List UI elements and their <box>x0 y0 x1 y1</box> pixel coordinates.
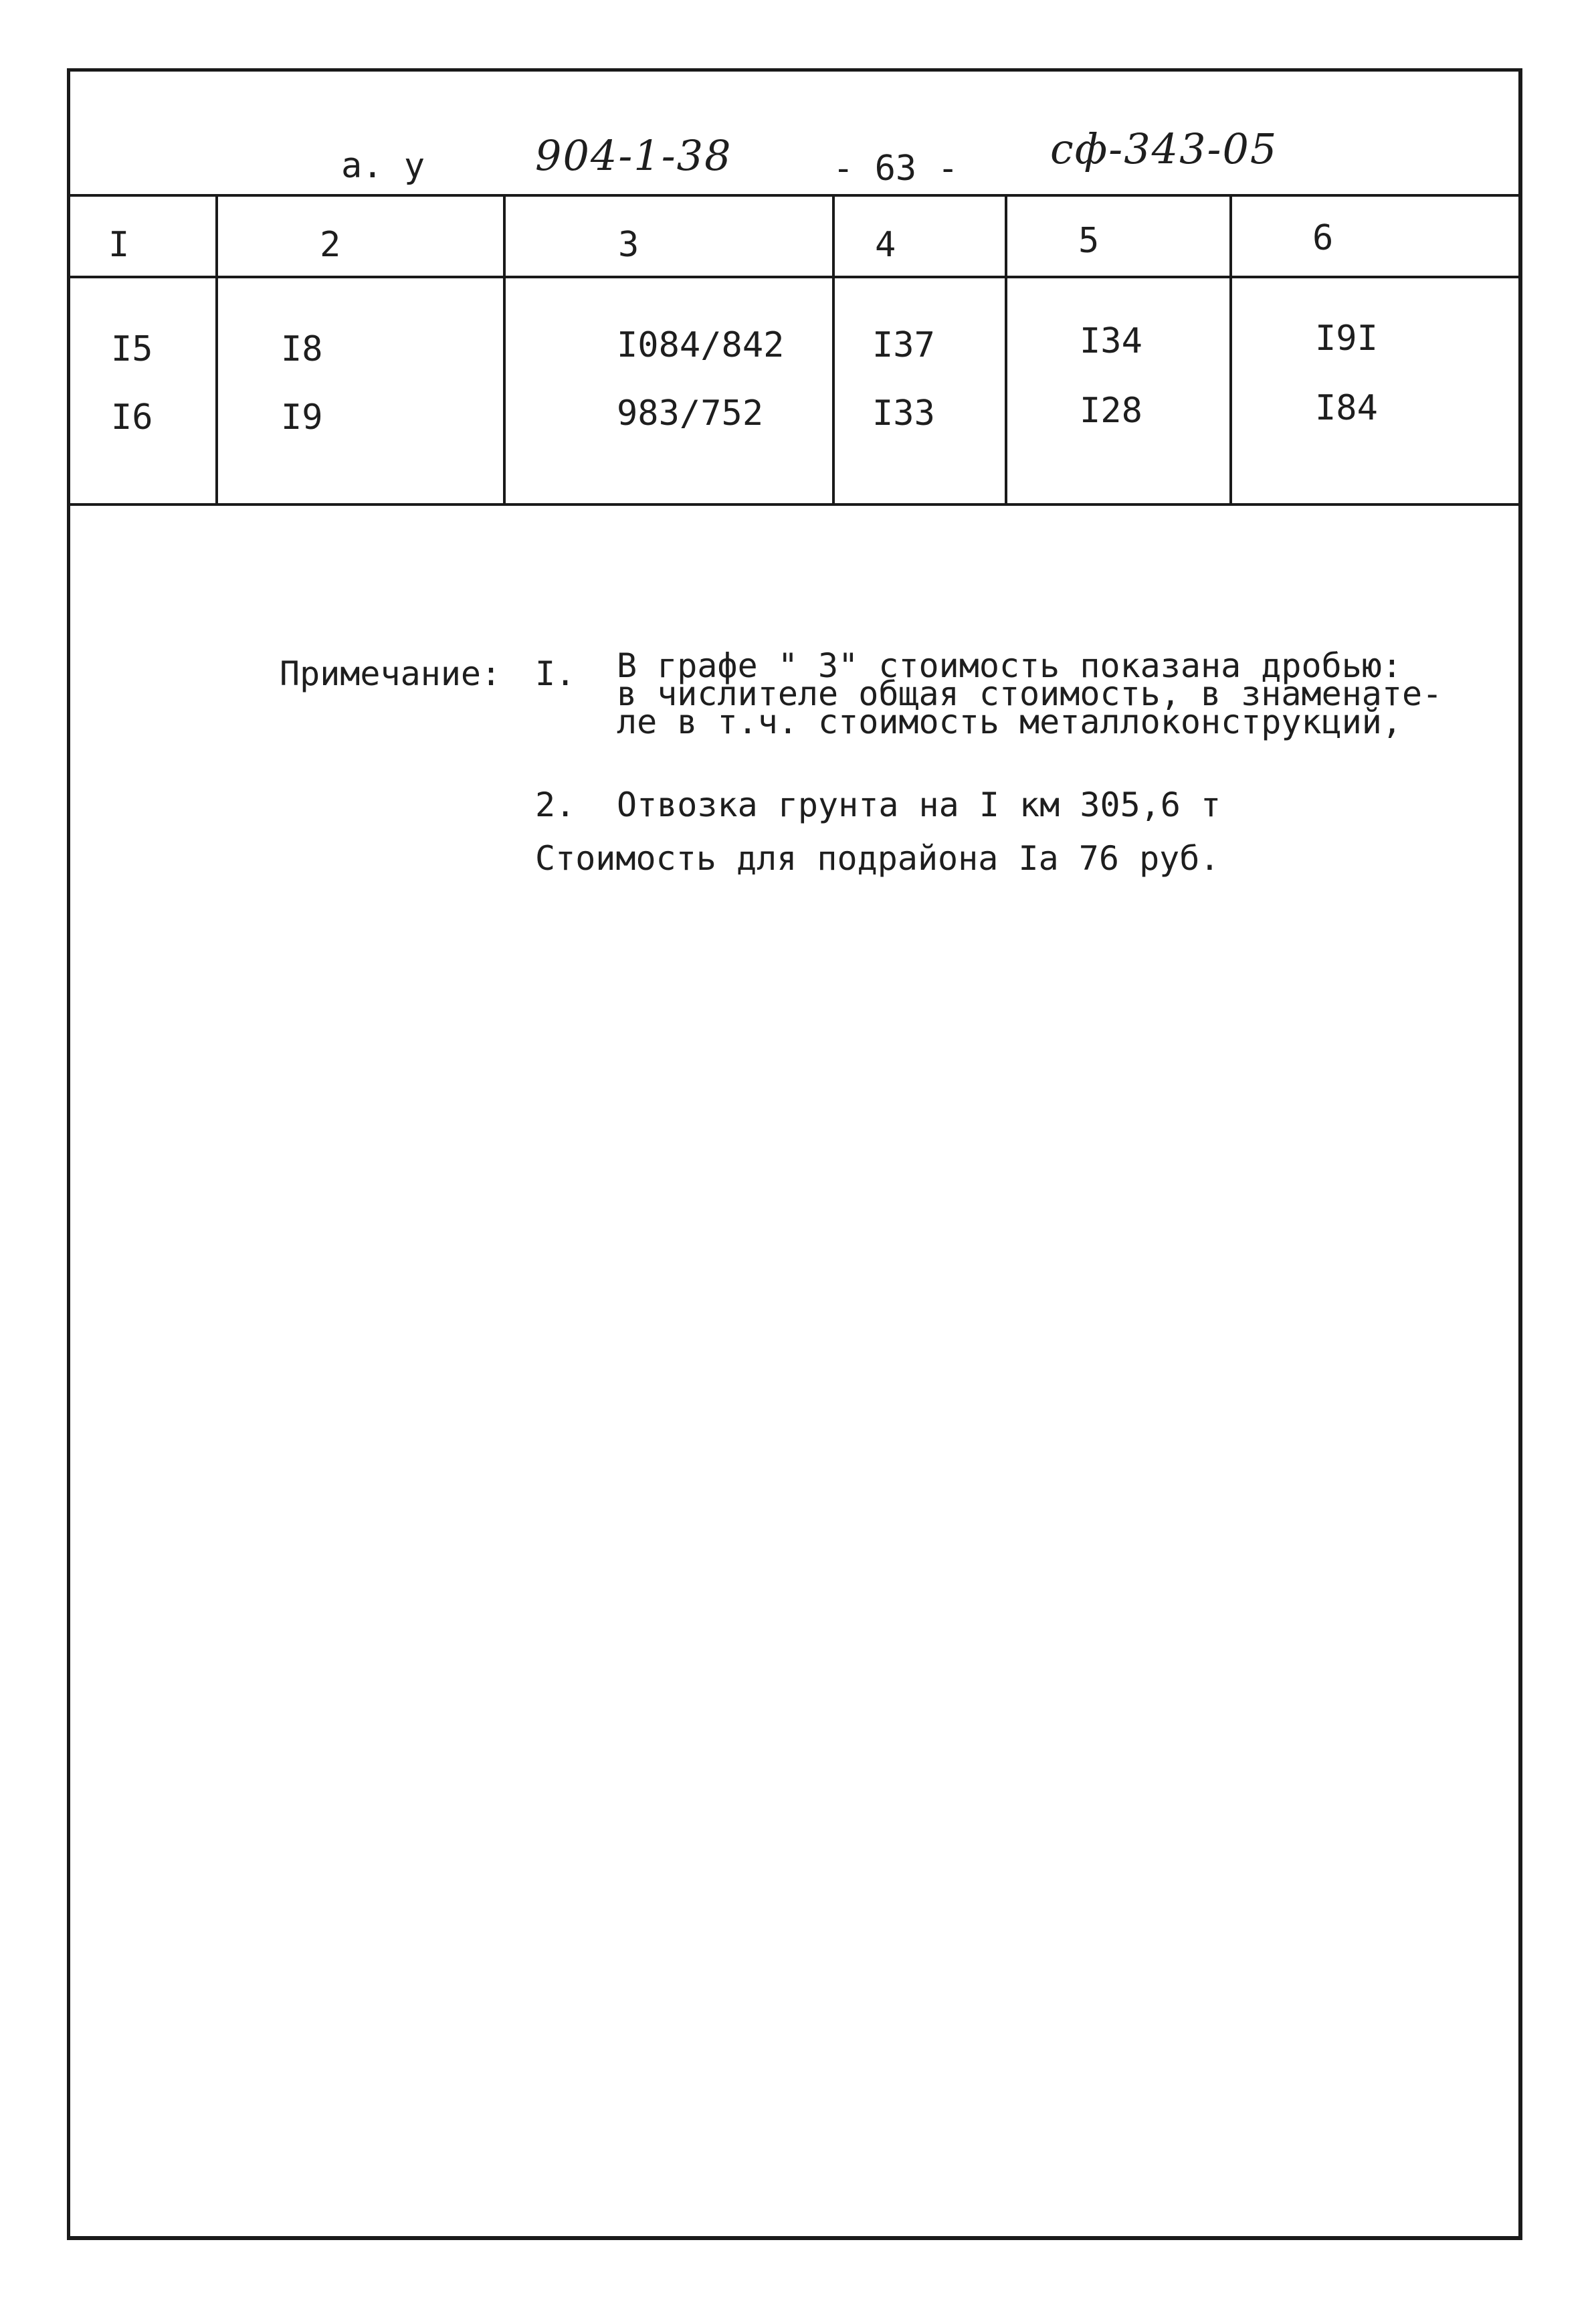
header-prefix: а. у <box>341 146 425 186</box>
note-1-number: I. <box>535 654 576 693</box>
note-1-line-3: ле в т.ч. стоимость металлоконструкций, <box>617 703 1402 741</box>
column-divider-3 <box>832 194 835 503</box>
column-divider-5 <box>1229 194 1232 503</box>
page-frame <box>67 68 1522 2240</box>
column-header-5: 5 <box>1078 221 1100 261</box>
table-cell-r2-c1: I6 <box>111 397 153 438</box>
header-project-code: 904-1-38 <box>535 131 732 180</box>
table-bottom-rule <box>70 503 1522 506</box>
table-cell-r1-c4: I37 <box>872 325 935 365</box>
column-divider-1 <box>215 194 218 503</box>
column-header-4: 4 <box>875 225 896 265</box>
column-header-3: 3 <box>618 225 639 265</box>
note-2-number: 2. <box>535 786 576 824</box>
table-cell-r2-c5: I28 <box>1080 391 1142 431</box>
header-page-number: - 63 - <box>833 149 959 189</box>
note-1-line-1: В графе " 3" стоимость показана дробью: <box>617 646 1402 685</box>
table-cell-r2-c6: I84 <box>1315 388 1378 428</box>
note-2-text: Отвозка грунта на I км 305,6 т <box>617 786 1221 824</box>
table-cell-r1-c2: I8 <box>281 329 323 369</box>
table-top-rule <box>70 194 1518 197</box>
column-header-6: 6 <box>1312 218 1334 258</box>
column-divider-2 <box>503 194 506 503</box>
column-header-2: 2 <box>320 225 341 265</box>
column-divider-4 <box>1005 194 1007 503</box>
table-cell-r1-c3: I084/842 <box>617 325 785 365</box>
table-cell-r2-c3: 983/752 <box>617 393 764 434</box>
header-album-code: сф-343-05 <box>1050 124 1278 173</box>
table-cell-r1-c5: I34 <box>1080 321 1142 361</box>
column-header-1: I <box>108 225 130 265</box>
note-3-text: Стоимость для подрайона Iа 76 руб. <box>535 839 1220 878</box>
notes-label: Примечание: <box>280 654 502 693</box>
table-cell-r2-c2: I9 <box>281 397 323 438</box>
table-cell-r1-c6: I9I <box>1315 318 1378 359</box>
table-cell-r2-c4: I33 <box>872 393 935 434</box>
note-1-line-2: в числителе общая стоимость, в знаменате- <box>617 674 1443 713</box>
table-cell-r1-c1: I5 <box>111 329 153 369</box>
table-header-rule <box>70 276 1518 278</box>
